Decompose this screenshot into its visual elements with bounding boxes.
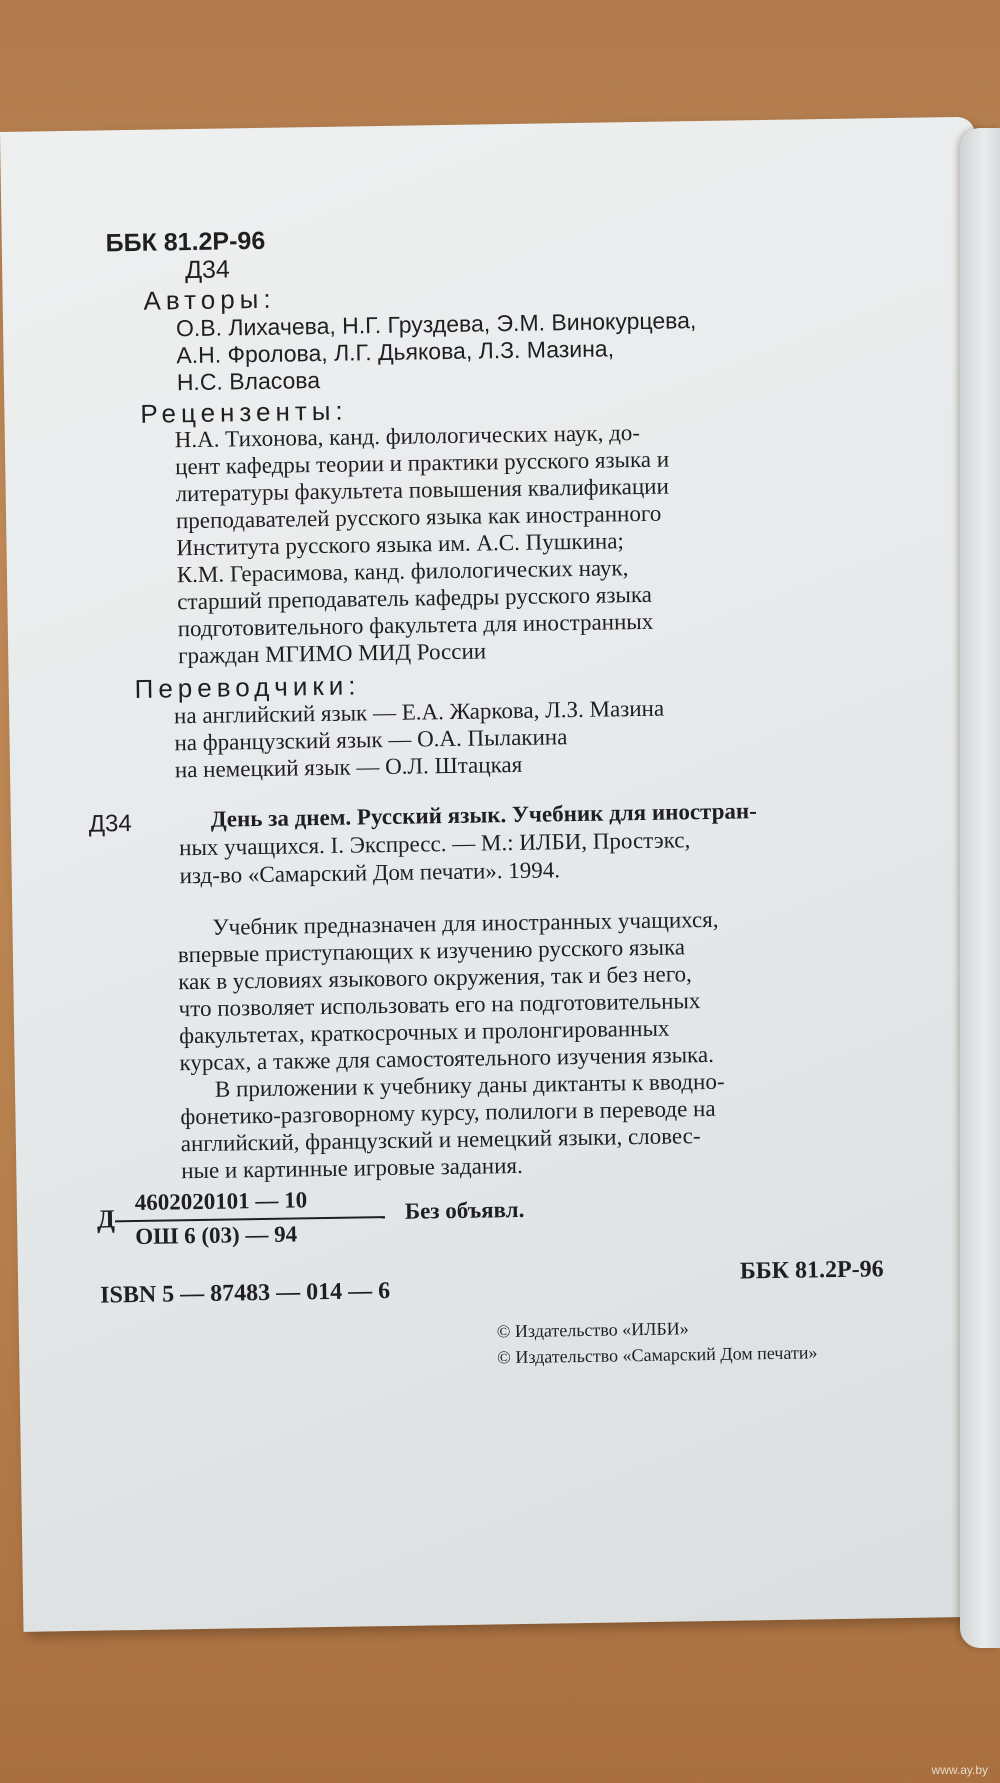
abstract-line-6: курсах, а также для самостоятельного изучения языка. [179, 1041, 715, 1076]
reviewers-line-7: старший преподаватель кафедры русского языка [177, 581, 653, 615]
abstract-line-10: ные и картинные игровые задания. [181, 1152, 523, 1184]
translators-line-3: на немецкий язык — О.Л. Штацкая [174, 751, 523, 783]
reviewers-line-8: подготовительного факультета для иностранных [177, 608, 654, 642]
abstract-line-5: факультетах, краткосрочных и пролонгированных [178, 1015, 670, 1049]
index-note: Без объявл. [404, 1196, 525, 1224]
reviewers-line-4: преподавателей русского языка как иностранного [175, 500, 662, 534]
bbk-code-top: ББК 81.2Р-96 [105, 226, 266, 258]
reviewers-line-9: граждан МГИМО МИД России [177, 638, 487, 669]
biblio-line-2: ных учащихся. I. Экспресс. — М.: ИЛБИ, Простэкс, [178, 827, 691, 861]
reviewers-line-2: цент кафедры теории и практики русского языка и [174, 446, 670, 480]
index-numerator: 4602020101 — 10 [134, 1187, 308, 1216]
authors-line-2: А.Н. Фролова, Л.Г. Дьякова, Л.З. Мазина, [176, 335, 615, 369]
authors-line-1: О.В. Лихачева, Н.Г. Груздева, Э.М. Винокурцева, [175, 307, 697, 342]
reviewers-line-6: К.М. Герасимова, канд. филологических наук, [176, 555, 629, 588]
abstract-line-3: как в условиях языкового окружения, так и без него, [178, 961, 693, 995]
authors-heading: Авторы: [143, 283, 276, 316]
bbk-code-bottom: ББК 81.2Р-96 [739, 1256, 884, 1285]
abstract-line-7: В приложении к учебнику даны диктанты к вводно- [214, 1068, 725, 1102]
reviewers-line-3: литературы факультета повышения квалификации [175, 473, 670, 507]
translators-heading: Переводчики: [134, 670, 361, 704]
index-letter: Д [96, 1204, 116, 1234]
abstract-line-4: что позволяет использовать его на подготовительных [178, 988, 701, 1022]
reviewers-line-5: Института русского языка им. А.С. Пушкина; [176, 528, 625, 561]
reviewers-heading: Рецензенты: [140, 395, 348, 429]
index-denominator: ОШ 6 (03) — 94 [135, 1221, 298, 1250]
copyright-1: © Издательство «ИЛБИ» [496, 1318, 689, 1342]
index-code-top: Д34 [184, 255, 231, 285]
abstract-line-9: английский, французский и немецкий языки, словес- [180, 1123, 701, 1157]
reviewers-line-1: Н.А. Тихонова, канд. филологических наук, до- [174, 419, 641, 453]
biblio-code: Д34 [88, 810, 132, 838]
translators-line-1: на английский язык — Е.А. Жаркова, Л.З. Мазина [173, 695, 665, 729]
isbn: ISBN 5 — 87483 — 014 — 6 [99, 1278, 391, 1309]
abstract-line-1: Учебник предназначен для иностранных учащихся, [212, 906, 719, 940]
watermark: www.ay.by [931, 1763, 988, 1777]
translators-line-2: на французский язык — О.А. Пылакина [174, 724, 568, 756]
abstract-line-2: впервые приступающих к изучению русского языка [177, 934, 686, 968]
authors-line-3: Н.С. Власова [176, 367, 321, 396]
biblio-line-1: День за днем. Русский язык. Учебник для иностран- [210, 798, 758, 832]
biblio-line-3: изд-во «Самарский Дом печати». 1994. [179, 857, 561, 889]
copyright-2: © Издательство «Самарский Дом печати» [497, 1342, 818, 1368]
abstract-line-8: фонетико-разговорному курсу, полилоги в переводе на [180, 1095, 716, 1130]
